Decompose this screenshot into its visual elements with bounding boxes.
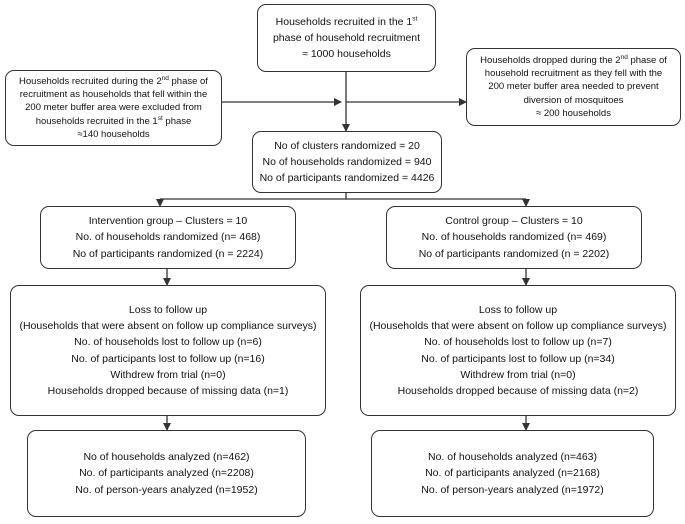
- phase2-added-box: [5, 70, 222, 146]
- control-loss-desc: (Households that were absent on follow up compliance surveys): [369, 319, 667, 332]
- intervention-households-lost: No. of households lost to follow up (n=6): [74, 336, 262, 349]
- control-group-box: [386, 206, 642, 269]
- intervention-participants: No of participants randomized (n = 2224): [72, 247, 264, 260]
- intervention-participants-analyzed: No. of participants analyzed (n=2208): [79, 467, 254, 480]
- intervention-loss-box: [10, 285, 326, 416]
- phase2-dropped-box: [466, 48, 681, 126]
- dropped-line1: Households dropped during the 2: [480, 54, 621, 66]
- added-line4-sup: st: [157, 114, 163, 122]
- dropped-line1-sup: nd: [620, 53, 628, 61]
- randomized-clusters: No of clusters randomized = 20: [274, 139, 420, 152]
- intervention-households-analyzed: No of households analyzed (n=462): [83, 451, 250, 464]
- randomized-households: No of households randomized = 940: [262, 155, 432, 168]
- intervention-dropped-missing: Households dropped because of missing data (n=1): [47, 385, 289, 398]
- control-households-analyzed: No. of households analyzed (n=463): [428, 451, 597, 464]
- added-line4: households recruited in the 1: [35, 115, 158, 127]
- added-line1-post: phase of: [168, 75, 208, 87]
- added-line1-sup: nd: [161, 74, 169, 82]
- intervention-participants-lost: No. of participants lost to follow up (n=16): [71, 352, 265, 365]
- dropped-line4: diversion of mosquitoes: [523, 94, 624, 106]
- phase1-line2: phase of household recruitment: [272, 31, 421, 44]
- dropped-line2: household recruitment as they fell with the: [484, 68, 663, 80]
- phase1-line1: Households recruited in the 1: [275, 15, 413, 28]
- intervention-households: No. of households randomized (n= 468): [75, 231, 261, 244]
- intervention-withdrew: Withdrew from trial (n=0): [110, 368, 226, 381]
- phase1-line3: ≈ 1000 households: [302, 48, 391, 61]
- added-line4-post: phase: [162, 115, 192, 127]
- added-line1: Households recruited during the 2: [19, 75, 162, 87]
- control-dropped-missing: Households dropped because of missing data (n=2): [397, 385, 639, 398]
- dropped-line3: 200 meter buffer area needed to prevent: [488, 81, 659, 93]
- dropped-line1-post: phase of: [627, 54, 667, 66]
- control-loss-box: [360, 285, 676, 416]
- control-participants-lost: No. of participants lost to follow up (n=34): [421, 352, 615, 365]
- control-group-title: Control group – Clusters = 10: [445, 215, 583, 228]
- control-withdrew: Withdrew from trial (n=0): [460, 368, 576, 381]
- added-line3: 200 meter buffer area were excluded from: [25, 102, 202, 114]
- control-participants-analyzed: No. of participants analyzed (n=2168): [425, 467, 600, 480]
- control-analyzed-box: [371, 430, 654, 517]
- randomized-box: [252, 131, 442, 193]
- intervention-analyzed-box: [27, 430, 306, 517]
- added-line2: recruitment as households that fell within the: [19, 89, 208, 101]
- intervention-person-years: No. of person-years analyzed (n=1952): [75, 483, 258, 496]
- control-person-years: No. of person-years analyzed (n=1972): [421, 483, 604, 496]
- added-line5: ≈140 households: [77, 128, 150, 140]
- randomized-participants: No of participants randomized = 4426: [259, 172, 435, 185]
- control-loss-title: Loss to follow up: [478, 303, 558, 316]
- intervention-loss-title: Loss to follow up: [128, 303, 208, 316]
- intervention-loss-desc: (Households that were absent on follow up compliance surveys): [19, 319, 317, 332]
- intervention-group-title: Intervention group – Clusters = 10: [88, 215, 248, 228]
- control-households: No. of households randomized (n= 469): [421, 231, 607, 244]
- intervention-group-box: [40, 206, 296, 269]
- phase1-line1-sup: st: [412, 15, 418, 23]
- dropped-line5: ≈ 200 households: [536, 107, 611, 119]
- control-households-lost: No. of households lost to follow up (n=7): [424, 336, 612, 349]
- phase1-recruitment-box: [257, 4, 436, 72]
- control-participants: No of participants randomized (n = 2202): [418, 247, 610, 260]
